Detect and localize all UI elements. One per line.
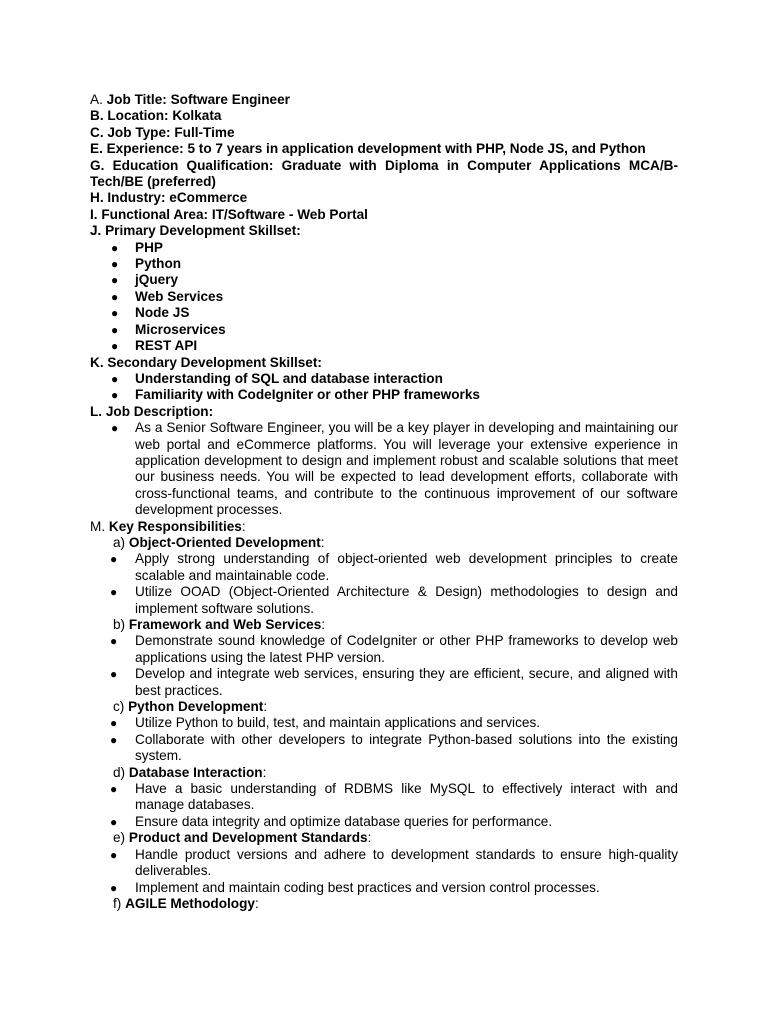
bullet-icon: ● [110, 782, 118, 797]
secondary-skill-item [90, 371, 678, 387]
job-title-prefix: A. [90, 92, 107, 107]
subheading-title: Framework and Web Services [128, 617, 322, 632]
primary-skill-item [90, 305, 678, 321]
responsibility-item [90, 732, 678, 765]
responsibility-list [90, 781, 678, 830]
primary-skillset-heading: J. Primary Development Skillset: [90, 223, 301, 239]
list-item [90, 420, 678, 518]
subheading-letter: b) [113, 617, 129, 632]
key-responsibilities-prefix: M. [90, 518, 109, 534]
bullet-icon: ● [110, 634, 118, 649]
bullet-icon: ● [110, 552, 118, 567]
list-item-text: Handle product versions and adhere to development standards to ensure high-quality deliverables. [135, 846, 678, 879]
experience-line: E. Experience: 5 to 7 years in application development with PHP, Node JS, and Python [90, 141, 646, 157]
responsibility-item [90, 584, 678, 617]
bullet-icon: ● [111, 371, 119, 386]
list-item-text: Develop and integrate web services, ensuring they are efficient, secure, and aligned with best practices. [135, 666, 678, 698]
bullet-icon: ● [110, 667, 118, 682]
bullet-icon: ● [111, 339, 119, 354]
list-item-text: Understanding of SQL and database interaction [135, 370, 443, 386]
subheading-letter: c) [113, 699, 129, 715]
subheading-colon: : [263, 699, 268, 715]
job-description-list [90, 420, 678, 518]
primary-skill-item [90, 240, 678, 256]
job-description-text: As a Senior Software Engineer, you will be a key player in developing and maintaining our web portal and eCommerce platforms. You will leverage your extensive experience in application development to design and implement robust and scalable solutions that meet our business needs. You will be expected to lead development efforts, collaborate with cross-functional teams, and contribute to the continuous improvement of our software development processes. [135, 420, 678, 518]
bullet-icon: ● [111, 322, 119, 337]
bullet-icon: ● [111, 240, 119, 255]
responsibility-item [90, 781, 678, 814]
key-responsibilities-colon: : [241, 518, 246, 534]
primary-skill-item [90, 322, 678, 338]
key-responsibilities-heading [90, 519, 678, 535]
bullet-icon: ● [111, 257, 119, 272]
responsibility-item [90, 880, 678, 896]
responsibility-item [90, 551, 678, 584]
responsibility-subheading [90, 535, 678, 551]
responsibility-list [90, 633, 678, 699]
bullet-icon: ● [110, 880, 118, 895]
list-item-text: Collaborate with other developers to integrate Python-based solutions into the existing system. [135, 731, 678, 764]
bullet-icon: ● [111, 388, 119, 403]
education-line: G. Education Qualification: Graduate with Diploma in Computer Applications MCA/B-Tech/BE (preferred) [90, 157, 678, 190]
responsibility-list [90, 715, 678, 764]
bullet-icon: ● [110, 732, 118, 747]
secondary-skillset-heading: K. Secondary Development Skillset: [90, 354, 322, 370]
list-item-text: Demonstrate sound knowledge of CodeIgniter or other PHP frameworks to develop web applications using the latest PHP version. [135, 633, 678, 665]
responsibility-list [90, 847, 678, 896]
job-type-line: C. Job Type: Full-Time [90, 124, 235, 140]
responsibility-subheading [90, 699, 678, 715]
subheading-letter: f) [113, 895, 126, 911]
list-item-text: Node JS [135, 305, 190, 321]
subheading-title: Python Development [128, 699, 264, 715]
functional-area-line: I. Functional Area: IT/Software - Web Portal [90, 206, 368, 222]
subheading-colon: : [262, 764, 267, 780]
subheading-title: Database Interaction [128, 764, 263, 780]
responsibility-subheading [90, 765, 678, 781]
responsibility-item [90, 666, 678, 699]
subheading-colon: : [367, 830, 372, 846]
subheading-title: AGILE Methodology [125, 895, 255, 911]
list-item-text: Ensure data integrity and optimize database queries for performance. [135, 813, 553, 829]
subheading-letter: d) [113, 764, 129, 780]
secondary-skill-item [90, 387, 678, 403]
subheading-title: Object-Oriented Development [128, 534, 321, 550]
bullet-icon: ● [111, 289, 119, 304]
bullet-icon: ● [110, 585, 118, 600]
subheading-colon: : [254, 895, 259, 911]
list-item-text: Apply strong understanding of object-oriented web development principles to create scalable and maintainable code. [135, 551, 678, 583]
primary-skill-item [90, 272, 678, 288]
job-title-line [90, 92, 678, 108]
secondary-skills-list [90, 371, 678, 404]
responsibility-item [90, 847, 678, 880]
list-item-text: jQuery [135, 272, 179, 288]
subheading-title: Product and Development Standards [128, 830, 368, 846]
primary-skill-item [90, 338, 678, 354]
bullet-icon: ● [111, 306, 119, 321]
job-description-heading: L. Job Description: [90, 403, 214, 419]
bullet-icon: ● [110, 716, 118, 731]
bullet-icon: ● [110, 814, 118, 829]
list-item-text: REST API [135, 338, 198, 354]
bullet-icon: ● [111, 421, 119, 436]
list-item-text: Web Services [135, 288, 224, 304]
key-responsibilities-title: Key Responsibilities [108, 518, 242, 534]
responsibility-list [90, 551, 678, 617]
responsibility-item [90, 715, 678, 731]
bullet-icon: ● [111, 273, 119, 288]
primary-skills-list [90, 240, 678, 355]
responsibility-item [90, 814, 678, 830]
list-item-text: Have a basic understanding of RDBMS like MySQL to effectively interact with and manage databases. [135, 781, 678, 813]
subheading-letter: e) [113, 830, 129, 846]
primary-skill-item [90, 256, 678, 272]
industry-line: H. Industry: eCommerce [90, 190, 248, 206]
list-item-text: PHP [135, 239, 163, 255]
subheading-colon: : [321, 617, 326, 632]
job-title-text: Job Title: Software Engineer [106, 92, 290, 107]
document-body [90, 92, 678, 912]
list-item-text: Utilize Python to build, test, and maintain applications and services. [135, 715, 541, 731]
primary-skill-item [90, 289, 678, 305]
list-item-text: Implement and maintain coding best practices and version control processes. [135, 879, 600, 895]
subheading-colon: : [320, 534, 325, 550]
list-item-text: Utilize OOAD (Object-Oriented Architecture & Design) methodologies to design and implement software solutions. [135, 584, 678, 616]
responsibility-sections [90, 535, 678, 912]
responsibility-subheading [90, 896, 678, 912]
responsibility-subheading [90, 617, 678, 633]
bullet-icon: ● [110, 847, 118, 862]
responsibility-subheading [90, 830, 678, 846]
subheading-letter: a) [113, 534, 129, 550]
location-line: B. Location: Kolkata [90, 108, 222, 124]
responsibility-item [90, 633, 678, 666]
list-item-text: Python [135, 256, 182, 272]
list-item-text: Microservices [135, 321, 226, 337]
list-item-text: Familiarity with CodeIgniter or other PHP frameworks [135, 387, 480, 403]
